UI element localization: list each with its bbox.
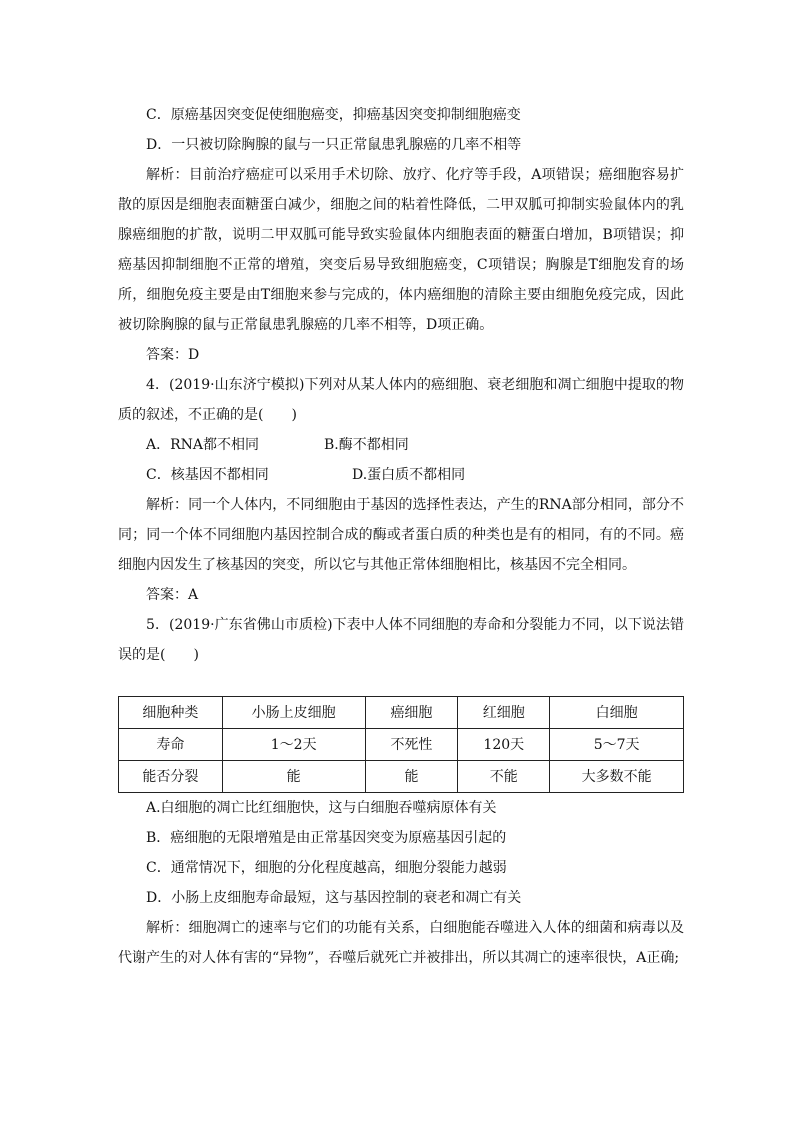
table-row (119, 761, 684, 793)
table-row (119, 729, 684, 761)
q5-stem: 5．(2019·广东省佛山市质检)下表中人体不同细胞的寿命和分裂能力不同，以下说法错误的是( ) (118, 617, 684, 663)
q4-analysis: 解析：同一个人体内，不同细胞由于基因的选择性表达，产生的RNA部分相同，部分不同；同一个体不同细胞内基因控制合成的酶或者蛋白质的种类也是有的相同，有的不同。癌细胞内因发生了核基因的突变，所以它与其他正常体细胞相比，核基因不完全相同。 (118, 497, 684, 573)
table-cell: 能否分裂 (119, 761, 223, 793)
table-header-cell: 癌细胞 (365, 697, 458, 729)
q4-option-c: C．核基因不都相同 (146, 467, 269, 483)
table-cell: 大多数不能 (550, 761, 684, 793)
q4-option-a: A．RNA都不相同 (146, 437, 260, 453)
table-cell: 不能 (458, 761, 550, 793)
q4-option-d: D.蛋白质不都相同 (352, 467, 466, 483)
q4-options-row-2 (118, 460, 684, 490)
q3-analysis: 解析：目前治疗癌症可以采用手术切除、放疗、化疗等手段，A项错误；癌细胞容易扩散的原因是细胞表面糖蛋白减少，细胞之间的粘着性降低，二甲双胍可抑制实验鼠体内的乳腺癌细胞的扩散，说明二甲双胍可能导致实验鼠体内细胞表面的糖蛋白增加，B项错误；抑癌基因抑制细胞不正常的增殖，突变后易导致细胞癌变，C项错误；胸腺是T细胞发育的场所，细胞免疫主要是由T细胞来参与完成的，体内癌细胞的清除主要由细胞免疫完成，因此被切除胸腺的鼠与正常鼠患乳腺癌的几率不相等，D项正确。 (118, 167, 684, 333)
table-cell: 120天 (458, 729, 550, 761)
table-cell: 能 (222, 761, 365, 793)
q3-option-c: C．原癌基因突变促使细胞癌变，抑癌基因突变抑制细胞癌变 (146, 107, 521, 123)
cell-table-wrapper (118, 696, 684, 793)
q5-analysis: 解析：细胞凋亡的速率与它们的功能有关系，白细胞能吞噬进入人体的细菌和病毒以及代谢产生的对人体有害的“异物”，吞噬后就死亡并被排出，所以其凋亡的速率很快，A正确; (118, 920, 684, 966)
q5-option-b: B．癌细胞的无限增殖是由正常基因突变为原癌基因引起的 (146, 830, 507, 846)
table-header-cell: 小肠上皮细胞 (222, 697, 365, 729)
table-header-row (119, 697, 684, 729)
q4-answer: 答案：A (146, 587, 199, 603)
q4-stem: 4．(2019·山东济宁模拟)下列对从某人体内的癌细胞、衰老细胞和凋亡细胞中提取的物质的叙述，不正确的是( ) (118, 377, 684, 423)
q3-option-d: D．一只被切除胸腺的鼠与一只正常鼠患乳腺癌的几率不相等 (146, 137, 522, 153)
q3-answer: 答案：D (146, 347, 200, 363)
table-cell: 1～2天 (222, 729, 365, 761)
document-content (118, 100, 684, 973)
table-header-cell: 红细胞 (458, 697, 550, 729)
table-cell: 不死性 (365, 729, 458, 761)
cell-lifespan-table (118, 696, 684, 793)
q4-options-row-1 (118, 430, 684, 460)
q5-option-c: C．通常情况下，细胞的分化程度越高，细胞分裂能力越弱 (146, 860, 507, 876)
q5-option-d: D．小肠上皮细胞寿命最短，这与基因控制的衰老和凋亡有关 (146, 890, 522, 906)
q4-option-b: B.酶不都相同 (324, 437, 409, 453)
table-cell: 5～7天 (550, 729, 684, 761)
table-cell: 能 (365, 761, 458, 793)
q5-option-a: A.白细胞的凋亡比红细胞快，这与白细胞吞噬病原体有关 (146, 800, 497, 816)
table-header-cell: 白细胞 (550, 697, 684, 729)
q5-options (118, 793, 684, 973)
table-cell: 寿命 (119, 729, 223, 761)
table-header-cell: 细胞种类 (119, 697, 223, 729)
